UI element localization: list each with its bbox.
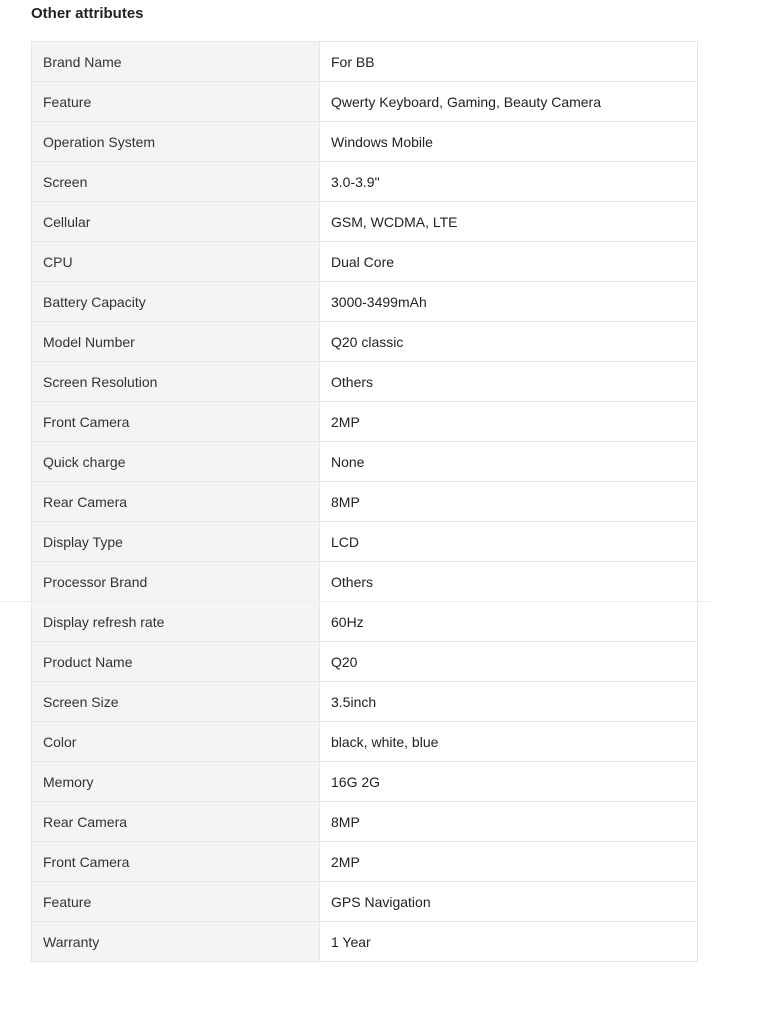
table-row (32, 802, 698, 842)
table-row (32, 82, 698, 122)
table-row (32, 642, 698, 682)
attribute-label: Operation System (32, 122, 320, 162)
attribute-value: 1 Year (320, 922, 698, 962)
table-row (32, 602, 698, 642)
attribute-value: 16G 2G (320, 762, 698, 802)
table-row (32, 282, 698, 322)
attribute-label: Quick charge (32, 442, 320, 482)
table-row (32, 562, 698, 602)
table-row (32, 482, 698, 522)
table-row (32, 122, 698, 162)
attribute-value: Others (320, 362, 698, 402)
attribute-label: Screen Size (32, 682, 320, 722)
attribute-value: Qwerty Keyboard, Gaming, Beauty Camera (320, 82, 698, 122)
attribute-label: Cellular (32, 202, 320, 242)
table-row (32, 922, 698, 962)
table-row (32, 322, 698, 362)
attribute-label: Rear Camera (32, 482, 320, 522)
table-row (32, 522, 698, 562)
attribute-value: 3.0-3.9" (320, 162, 698, 202)
attribute-label: Processor Brand (32, 562, 320, 602)
table-row (32, 442, 698, 482)
table-row (32, 202, 698, 242)
attribute-value: Dual Core (320, 242, 698, 282)
attribute-value: 3.5inch (320, 682, 698, 722)
attribute-label: Warranty (32, 922, 320, 962)
attribute-value: For BB (320, 42, 698, 82)
table-row (32, 682, 698, 722)
attributes-table (31, 41, 698, 962)
attribute-label: Brand Name (32, 42, 320, 82)
attribute-value: 2MP (320, 402, 698, 442)
table-row (32, 402, 698, 442)
attribute-label: Memory (32, 762, 320, 802)
attribute-value: 3000-3499mAh (320, 282, 698, 322)
attribute-label: Screen Resolution (32, 362, 320, 402)
attribute-label: Feature (32, 82, 320, 122)
table-row (32, 722, 698, 762)
attribute-value: None (320, 442, 698, 482)
attribute-value: GPS Navigation (320, 882, 698, 922)
attribute-label: Feature (32, 882, 320, 922)
attribute-value: 60Hz (320, 602, 698, 642)
attribute-value: Q20 (320, 642, 698, 682)
attribute-label: Battery Capacity (32, 282, 320, 322)
attribute-label: Display Type (32, 522, 320, 562)
attribute-label: Screen (32, 162, 320, 202)
attribute-value: Q20 classic (320, 322, 698, 362)
table-row (32, 762, 698, 802)
attribute-value: black, white, blue (320, 722, 698, 762)
attribute-label: Model Number (32, 322, 320, 362)
attribute-label: Front Camera (32, 842, 320, 882)
section-title: Other attributes (31, 5, 144, 22)
attribute-value: LCD (320, 522, 698, 562)
attribute-value: 2MP (320, 842, 698, 882)
table-row (32, 162, 698, 202)
table-row (32, 842, 698, 882)
divider-line (0, 601, 712, 602)
attribute-value: GSM, WCDMA, LTE (320, 202, 698, 242)
attribute-value: 8MP (320, 802, 698, 842)
attribute-value: Others (320, 562, 698, 602)
attribute-label: Front Camera (32, 402, 320, 442)
attribute-label: Product Name (32, 642, 320, 682)
attribute-label: Display refresh rate (32, 602, 320, 642)
attribute-value: Windows Mobile (320, 122, 698, 162)
table-row (32, 42, 698, 82)
attribute-label: CPU (32, 242, 320, 282)
attribute-label: Color (32, 722, 320, 762)
table-row (32, 882, 698, 922)
attribute-label: Rear Camera (32, 802, 320, 842)
table-row (32, 242, 698, 282)
attribute-value: 8MP (320, 482, 698, 522)
table-row (32, 362, 698, 402)
